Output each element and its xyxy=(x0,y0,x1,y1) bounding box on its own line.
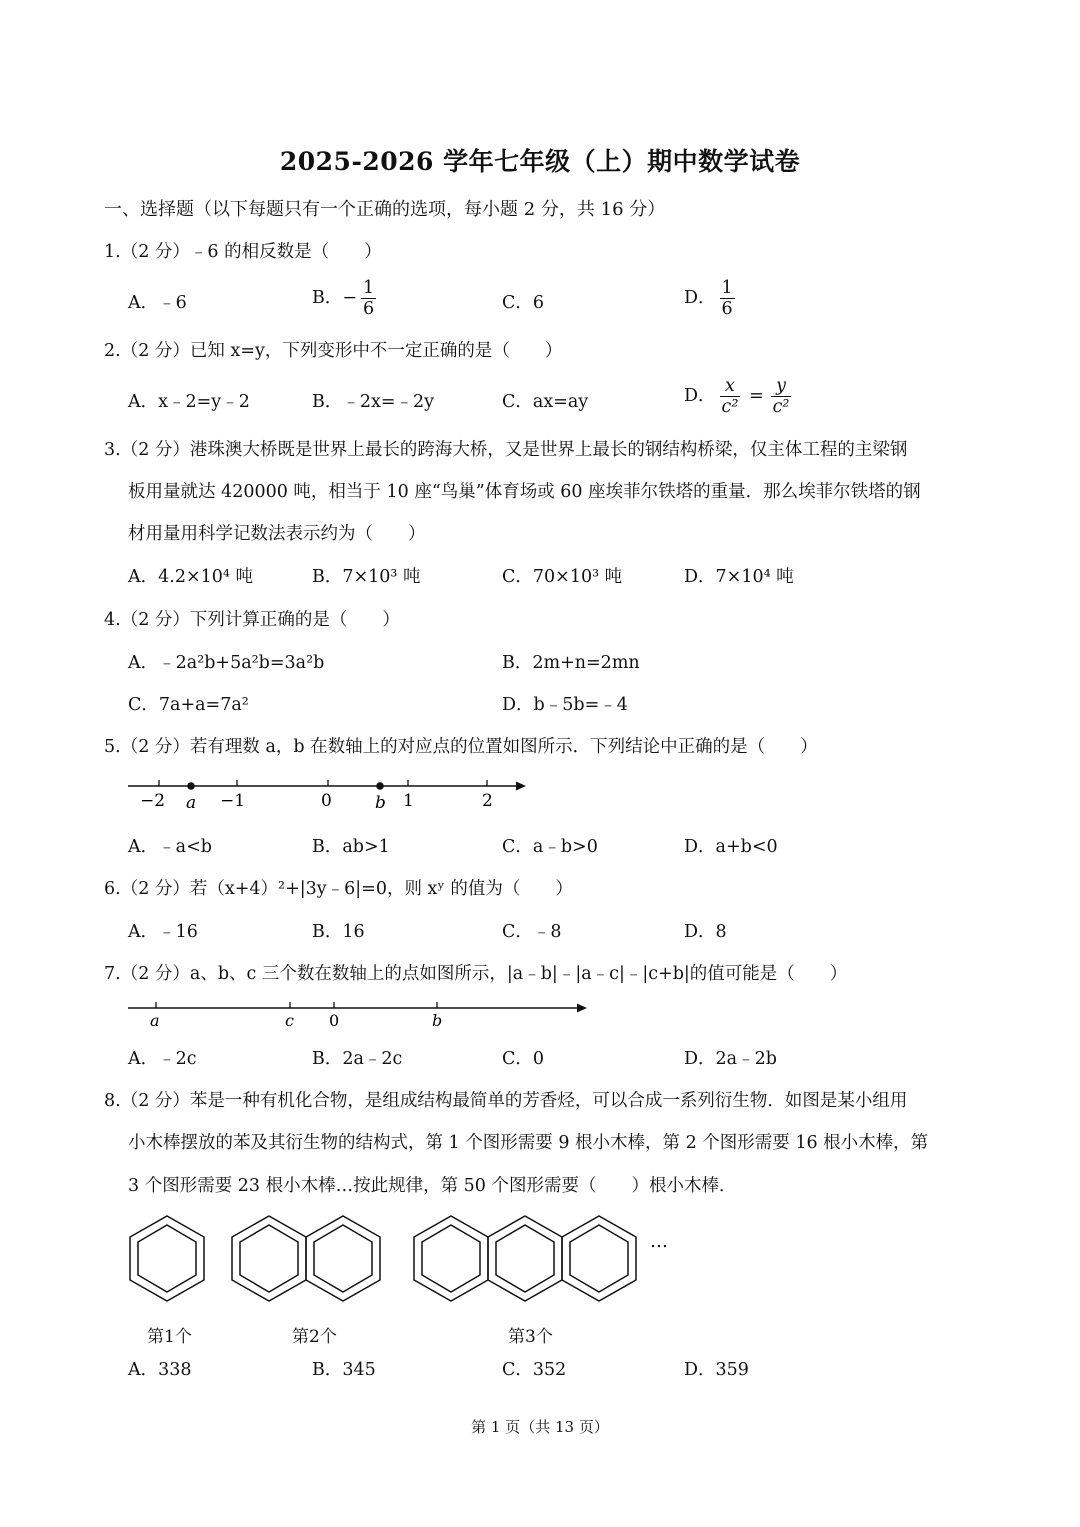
naphthalene-ring-right xyxy=(306,1216,380,1301)
anthracene-inner-2 xyxy=(496,1225,554,1292)
point-c-label: c xyxy=(285,1011,294,1030)
q4-option-a: A．﹣2a²b+5a²b=3a²b xyxy=(128,653,325,673)
q3-option-b: B．7×10³ 吨 xyxy=(312,567,421,587)
question-4-stem: 4.（2 分）下列计算正确的是（ ） xyxy=(104,610,400,630)
origin-label: 0 xyxy=(329,1011,340,1030)
q7-option-a: A．﹣2c xyxy=(128,1049,197,1069)
benzene-ring-1 xyxy=(130,1216,204,1301)
fraction-denominator: c² xyxy=(772,397,790,418)
q6-option-c: C．﹣8 xyxy=(502,922,562,942)
question-8-line-3: 3 个图形需要 23 根小木棒…按此规律，第 50 个图形需要（ ）根小木棒． xyxy=(128,1176,737,1196)
fraction-numerator: x xyxy=(720,376,741,397)
anthracene-ring-1 xyxy=(414,1216,488,1301)
naphthalene-inner-right xyxy=(314,1225,372,1292)
question-8-line-2: 小木棒摆放的苯及其衍生物的结构式，第 1 个图形需要 9 根小木棒，第 2 个图形需要 16 根小木棒，第 xyxy=(128,1133,929,1153)
question-6-stem: 6.（2 分）若（x+4）²+|3y﹣6|=0，则 xʸ 的值为（ ） xyxy=(104,879,573,899)
question-5-stem: 5.（2 分）若有理数 a，b 在数轴上的对应点的位置如图所示．下列结论中正确的是（ ） xyxy=(104,737,818,757)
q2-option-d xyxy=(684,376,791,417)
figure-ellipsis: … xyxy=(650,1231,668,1252)
fraction xyxy=(720,278,735,319)
naphthalene-ring-left xyxy=(232,1216,306,1301)
tick-label-1: 1 xyxy=(403,791,414,811)
q5-option-b: B．ab>1 xyxy=(312,837,390,857)
q7-option-d: D．2a﹣2b xyxy=(684,1049,777,1069)
q3-option-d: D．7×10⁴ 吨 xyxy=(684,567,794,587)
q4-option-c: C．7a+a=7a² xyxy=(128,695,249,715)
point-b-label: b xyxy=(432,1011,443,1030)
q5-option-d: D．a+b<0 xyxy=(684,837,778,857)
q6-option-d: D．8 xyxy=(684,922,727,942)
fraction xyxy=(720,376,741,417)
question-7-stem: 7.（2 分）a、b、c 三个数在数轴上的点如图所示，|a﹣b|﹣|a﹣c|﹣|c+b|的值可能是（ ） xyxy=(104,964,848,984)
q6-option-b: B．16 xyxy=(312,922,365,942)
anthracene-ring-3 xyxy=(562,1216,636,1301)
q1-option-d-prefix: D． xyxy=(684,288,716,309)
q2-option-c: C．ax=ay xyxy=(502,392,589,412)
number-line-q7 xyxy=(120,996,600,1032)
tick-label-2: 2 xyxy=(482,791,493,811)
fraction xyxy=(771,376,792,417)
fraction-numerator: y xyxy=(771,376,792,397)
fraction xyxy=(361,278,376,319)
page-title: 2025-2026 学年七年级（上）期中数学试卷 xyxy=(279,147,801,176)
q1-option-a: A．﹣6 xyxy=(128,293,187,313)
q8-option-b: B．345 xyxy=(312,1360,376,1380)
q7-option-b: B．2a﹣2c xyxy=(312,1049,403,1069)
fraction-denominator: 6 xyxy=(363,299,375,320)
q1-option-b xyxy=(312,278,376,319)
tick-label-0: 0 xyxy=(321,791,332,811)
figure-label-2: 第2个 xyxy=(292,1327,337,1347)
figure-label-1: 第1个 xyxy=(147,1327,192,1347)
question-1-stem: 1.（2 分）﹣6 的相反数是（ ） xyxy=(104,242,382,262)
q6-option-a: A．﹣16 xyxy=(128,922,198,942)
benzene-inner-ring-1 xyxy=(138,1225,196,1292)
anthracene-inner-1 xyxy=(422,1225,480,1292)
page-footer: 第 1 页（共 13 页） xyxy=(471,1418,609,1436)
point-a-label: a xyxy=(150,1011,160,1030)
fraction-denominator: 6 xyxy=(721,299,733,320)
benzene-figures xyxy=(120,1205,680,1310)
q3-option-a: A．4.2×10⁴ 吨 xyxy=(128,567,253,587)
point-b-label: b xyxy=(375,793,386,813)
q8-option-a: A．338 xyxy=(128,1360,192,1380)
anthracene-inner-3 xyxy=(570,1225,628,1292)
q4-option-b: B．2m+n=2mn xyxy=(502,653,640,673)
equals-sign: = xyxy=(748,386,764,407)
q8-option-c: C．352 xyxy=(502,1360,567,1380)
question-3-line-3: 材用量用科学记数法表示约为（ ） xyxy=(128,524,426,544)
axis-arrow xyxy=(577,1004,587,1013)
q2-option-d-prefix: D． xyxy=(684,386,716,407)
section-heading: 一、选择题（以下每题只有一个正确的选项，每小题 2 分，共 16 分） xyxy=(104,199,666,220)
q1-option-b-prefix: B．− xyxy=(312,288,358,309)
number-line-q5 xyxy=(120,770,540,815)
axis-arrow xyxy=(516,782,526,791)
tick-label-neg1: −1 xyxy=(220,791,246,811)
question-2-stem: 2.（2 分）已知 x=y，下列变形中不一定正确的是（ ） xyxy=(104,341,563,361)
fraction-numerator: 1 xyxy=(721,278,733,298)
q7-option-c: C．0 xyxy=(502,1049,545,1069)
fraction-numerator: 1 xyxy=(363,278,375,298)
q1-option-c: C．6 xyxy=(502,293,545,313)
tick-label-neg2: −2 xyxy=(140,791,166,811)
point-b-dot xyxy=(376,782,384,790)
q1-option-d xyxy=(684,278,735,319)
q8-option-d: D．359 xyxy=(684,1360,749,1380)
point-a-label: a xyxy=(186,793,197,813)
q2-option-a: A．x﹣2=y﹣2 xyxy=(128,392,250,412)
q3-option-c: C．70×10³ 吨 xyxy=(502,567,623,587)
q5-option-a: A．﹣a<b xyxy=(128,837,212,857)
fraction-denominator: c² xyxy=(721,397,739,418)
q4-option-d: D．b﹣5b=﹣4 xyxy=(502,695,628,715)
q2-option-b: B．﹣2x=﹣2y xyxy=(312,392,435,412)
figure-label-3: 第3个 xyxy=(508,1327,553,1347)
point-a-dot xyxy=(187,782,195,790)
question-3-line-2: 板用量就达 420000 吨，相当于 10 座“鸟巢”体育场或 60 座埃菲尔铁塔的重量．那么埃菲尔铁塔的钢 xyxy=(128,482,921,502)
question-3-line-1: 3.（2 分）港珠澳大桥既是世界上最长的跨海大桥，又是世界上最长的钢结构桥梁，仅主体工程的主梁钢 xyxy=(104,440,908,460)
q5-option-c: C．a﹣b>0 xyxy=(502,837,598,857)
naphthalene-inner-left xyxy=(240,1225,298,1292)
question-8-line-1: 8.（2 分）苯是一种有机化合物，是组成结构最简单的芳香烃，可以合成一系列衍生物．如图是某小组用 xyxy=(104,1091,908,1111)
anthracene-ring-2 xyxy=(488,1216,562,1301)
